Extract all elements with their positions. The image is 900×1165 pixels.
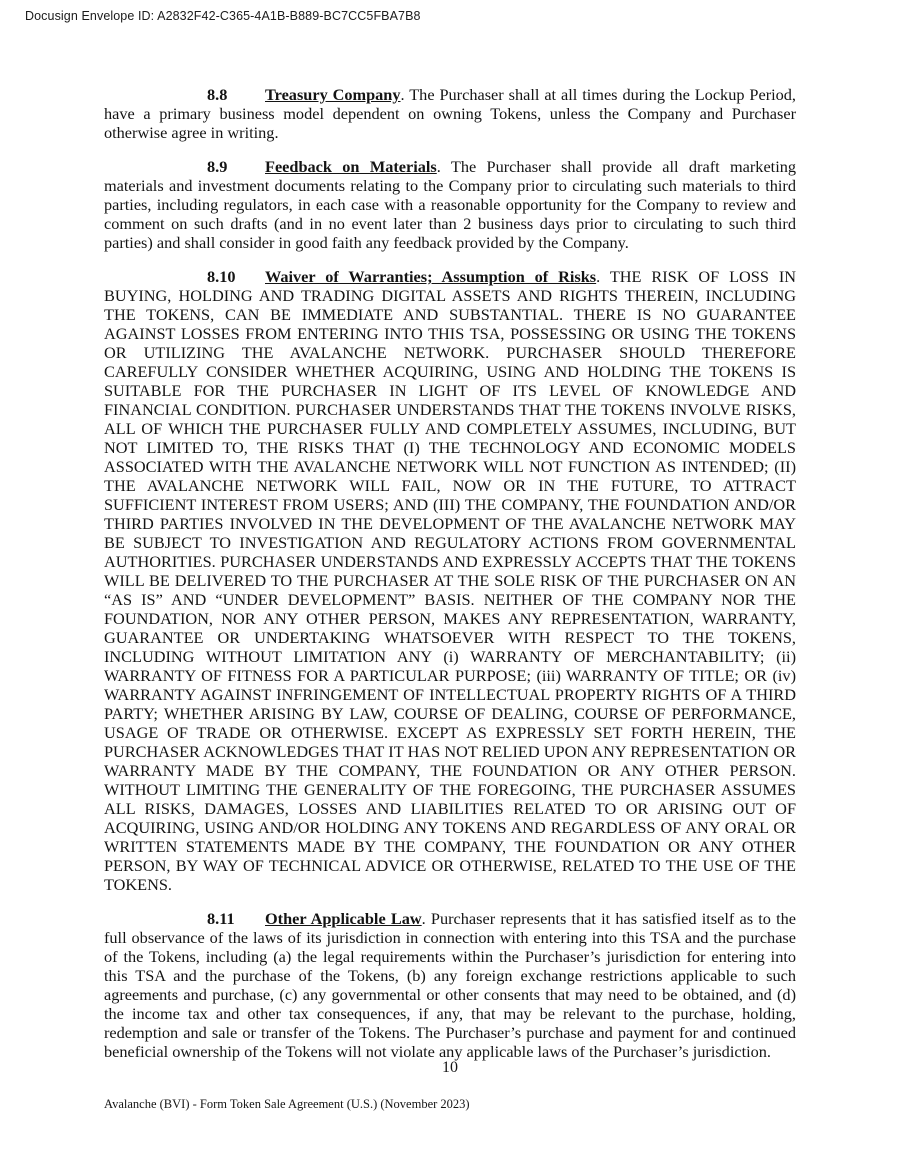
page-number: 10 [442,1059,458,1076]
section-heading: Waiver of Warranties; Assumption of Risks [265,267,597,286]
docusign-envelope-id: Docusign Envelope ID: A2832F42-C365-4A1B-B889-BC7CC5FBA7B8 [25,9,421,23]
section-text: . The Purchaser shall at all times during the Lockup Period, have a primary business model dependent on owning Tokens, unless the Company and Purchaser otherwise agree in writing. [104,85,796,142]
section-8-11 [104,909,796,1061]
section-heading: Treasury Company [265,85,401,104]
section-number: 8.10 [207,267,236,286]
section-heading: Other Applicable Law [265,909,422,928]
section-8-8 [104,85,796,142]
section-8-9 [104,157,796,252]
section-number: 8.11 [207,909,235,928]
document-footer: Avalanche (BVI) - Form Token Sale Agreement (U.S.) (November 2023) [104,1097,470,1111]
document-body [104,85,796,1076]
section-number: 8.8 [207,85,228,104]
section-text: . Purchaser represents that it has satisfied itself as to the full observance of the laws of its jurisdiction in connection with entering into this TSA and the purchase of the Tokens, including (a) the legal requirements within the Purchaser’s jurisdiction for entering into this TSA and the purchase of the Tokens, (b) any foreign exchange restrictions applicable to such agreements and purchase, (c) any governmental or other consents that may need to be obtained, and (d) the income tax and other tax consequences, if any, that may be relevant to the purchase, holding, redemption and sale or transfer of the Tokens. The Purchaser’s purchase and payment for and continued beneficial ownership of the Tokens will not violate any applicable laws of the Purchaser’s jurisdiction. [104,909,797,1061]
section-text: . THE RISK OF LOSS IN BUYING, HOLDING AND TRADING DIGITAL ASSETS AND RIGHTS THEREIN, INCLUDING THE TOKENS, CAN BE IMMEDIATE AND SUBSTANTIAL. THERE IS NO GUARANTEE AGAINST LOSSES FROM ENTERING INTO THIS TSA, POSSESSING OR USING THE TOKENS OR UTILIZING THE AVALANCHE NETWORK. PURCHASER SHOULD THEREFORE CAREFULLY CONSIDER WHETHER ACQUIRING, USING AND HOLDING THE TOKENS IS SUITABLE FOR THE PURCHASER IN LIGHT OF ITS LEVEL OF KNOWLEDGE AND FINANCIAL CONDITION. PURCHASER UNDERSTANDS THAT THE TOKENS INVOLVE RISKS, ALL OF WHICH THE PURCHASER FULLY AND COMPLETELY ASSUMES, INCLUDING, BUT NOT LIMITED TO, THE RISKS THAT (I) THE TECHNOLOGY AND ECONOMIC MODELS ASSOCIATED WITH THE AVALANCHE NETWORK WILL NOT FUNCTION AS INTENDED; (II) THE AVALANCHE NETWORK WILL FAIL, NOW OR IN THE FUTURE, TO ATTRACT SUFFICIENT INTEREST FROM USERS; AND (III) THE COMPANY, THE FOUNDATION AND/OR THIRD PARTIES INVOLVED IN THE DEVELOPMENT OF THE AVALANCHE NETWORK MAY BE SUBJECT TO INVESTIGATION AND REGULATORY ACTIONS FROM GOVERNMENTAL AUTHORITIES. PURCHASER UNDERSTANDS AND EXPRESSLY ACCEPTS THAT THE TOKENS WILL BE DELIVERED TO THE PURCHASER AT THE SOLE RISK OF THE PURCHASER ON AN “AS IS” AND “UNDER DEVELOPMENT” BASIS. NEITHER OF THE COMPANY NOR THE FOUNDATION, NOR ANY OTHER PERSON, MAKES ANY REPRESENTATION, WARRANTY, GUARANTEE OR UNDERTAKING WHATSOEVER WITH RESPECT TO THE TOKENS, INCLUDING WITHOUT LIMITATION ANY (i) WARRANTY OF MERCHANTABILITY; (ii) WARRANTY OF FITNESS FOR A PARTICULAR PURPOSE; (iii) WARRANTY OF TITLE; OR (iv) WARRANTY AGAINST INFRINGEMENT OF INTELLECTUAL PROPERTY RIGHTS OF A THIRD PARTY; WHETHER ARISING BY LAW, COURSE OF DEALING, COURSE OF PERFORMANCE, USAGE OF TRADE OR OTHERWISE. EXCEPT AS EXPRESSLY SET FORTH HEREIN, THE PURCHASER ACKNOWLEDGES THAT IT HAS NOT RELIED UPON ANY REPRESENTATION OR WARRANTY MADE BY THE COMPANY, THE FOUNDATION OR ANY OTHER PERSON. WITHOUT LIMITING THE GENERALITY OF THE FOREGOING, THE PURCHASER ASSUMES ALL RISKS, DAMAGES, LOSSES AND LIABILITIES RELATED TO OR ARISING OUT OF ACQUIRING, USING AND/OR HOLDING ANY TOKENS AND REGARDLESS OF ANY ORAL OR WRITTEN STATEMENTS MADE BY THE COMPANY, THE FOUNDATION OR ANY OTHER PERSON, BY WAY OF TECHNICAL ADVICE OR OTHERWISE, RELATED TO THE USE OF THE TOKENS. [104,267,796,894]
section-text: . The Purchaser shall provide all draft marketing materials and investment documents relating to the Company prior to circulating such materials to third parties, including regulators, in each case with a reasonable opportunity for the Company to review and comment on such drafts (and in no event later than 2 business days prior to circulating to such third parties) and shall consider in good faith any feedback provided by the Company. [104,157,797,252]
section-number: 8.9 [207,157,228,176]
section-8-10 [104,267,796,894]
section-heading: Feedback on Materials [265,157,437,176]
